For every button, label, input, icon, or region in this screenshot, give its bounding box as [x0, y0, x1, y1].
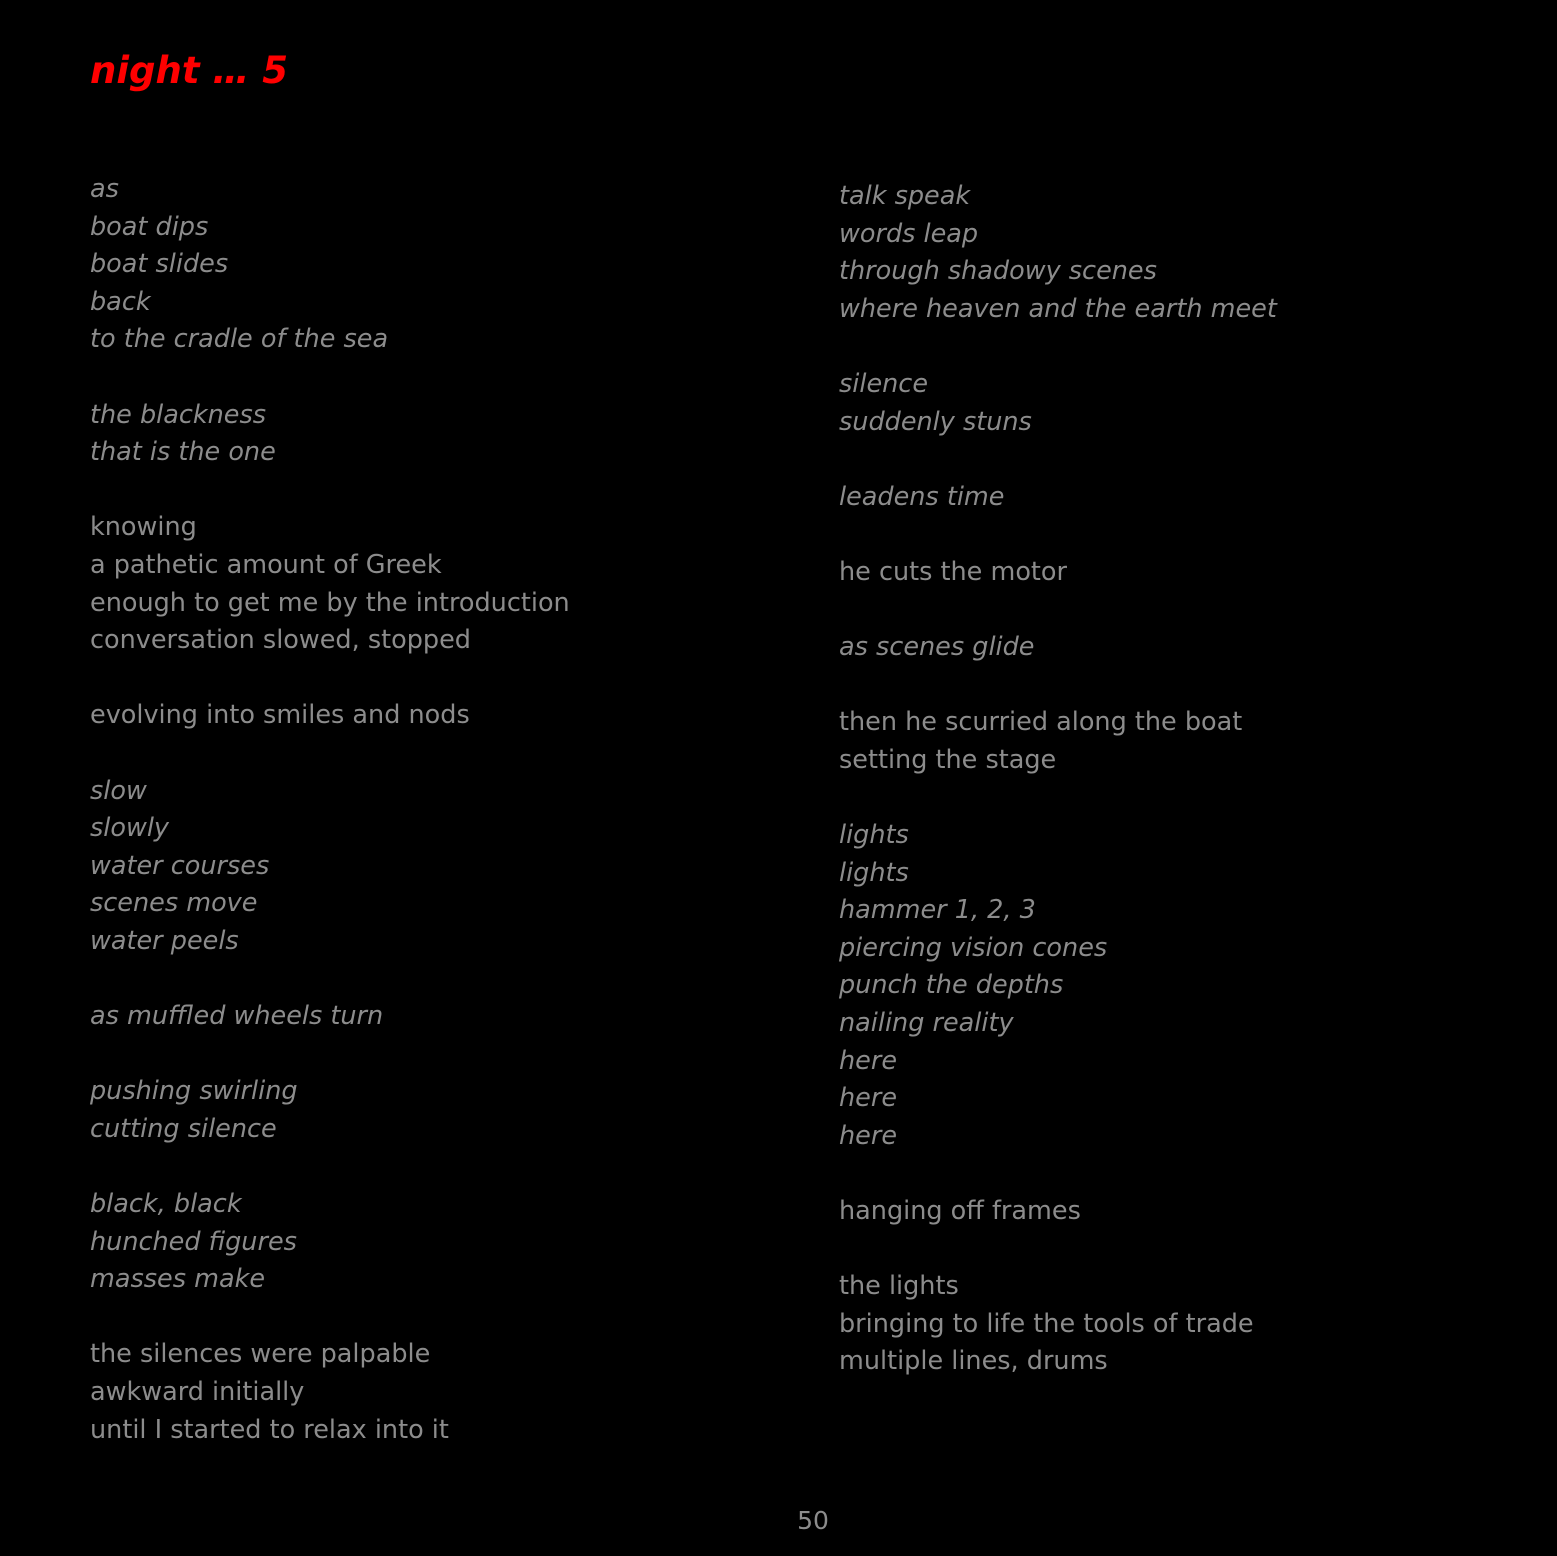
stanza-break [839, 667, 1519, 705]
poem-line: cutting silence [90, 1113, 277, 1144]
poem-line: leadens time [839, 481, 1005, 512]
stanza [90, 509, 770, 659]
poem-line: then he scurried along the boat [839, 707, 1243, 738]
stanza [839, 704, 1519, 779]
poem-line: hanging off frames [839, 1196, 1081, 1227]
stanza-break [90, 1299, 770, 1337]
stanza-break [839, 441, 1519, 479]
poem-line: as scenes glide [839, 632, 1035, 663]
page-number: 50 [797, 1506, 829, 1535]
poem-title: night … 5 [90, 49, 289, 92]
poem-line: until I started to relax into it [90, 1414, 449, 1445]
poem-line: the lights [839, 1271, 959, 1302]
stanza [839, 1193, 1519, 1231]
stanza-break [839, 328, 1519, 366]
poem-line: silence [839, 368, 929, 399]
poem-line: bringing to life the tools of trade [839, 1308, 1254, 1339]
poem-line: water peels [90, 925, 239, 956]
poem-line: pushing swirling [90, 1076, 298, 1107]
stanza [839, 817, 1519, 1155]
poem-line: lights [839, 820, 909, 851]
poem-line: that is the one [90, 437, 276, 468]
stanza [90, 1073, 770, 1148]
stanza-break [90, 960, 770, 998]
stanza-break [90, 1148, 770, 1186]
stanza [90, 1186, 770, 1299]
stanza [839, 366, 1519, 441]
poem-line: back [90, 286, 151, 317]
poem-line: masses make [90, 1264, 266, 1295]
stanza [839, 479, 1519, 517]
stanza [839, 178, 1519, 328]
poem-line: words leap [839, 218, 979, 249]
poem-line: punch the depths [839, 970, 1064, 1001]
poem-line: a pathetic amount of Greek [90, 549, 442, 580]
poem-line: as [90, 174, 119, 204]
poem-line: the silences were palpable [90, 1339, 431, 1370]
poem-line: enough to get me by the introduction [90, 587, 570, 618]
poem-line: conversation slowed, stopped [90, 625, 471, 656]
poem-line: awkward initially [90, 1377, 305, 1407]
poem-line: here [839, 1045, 898, 1076]
stanza [90, 171, 770, 359]
poem-line: hunched figures [90, 1226, 297, 1257]
right-column [839, 178, 1519, 1381]
poem-line: black, black [90, 1189, 242, 1220]
poem-line: nailing reality [839, 1008, 1014, 1039]
poem-line: setting the stage [839, 744, 1057, 775]
poem-line: through shadowy scenes [839, 256, 1157, 287]
stanza-break [839, 780, 1519, 818]
poem-line: evolving into smiles and nods [90, 700, 470, 731]
poem-line: here [839, 1083, 898, 1114]
stanza-break [90, 472, 770, 510]
stanza-break [90, 359, 770, 397]
stanza-break [839, 516, 1519, 554]
poem-line: suddenly stuns [839, 406, 1032, 437]
poem-line: boat slides [90, 249, 229, 280]
stanza-break [839, 1231, 1519, 1269]
stanza [90, 773, 770, 961]
stanza [90, 697, 770, 735]
poem-line: slowly [90, 813, 170, 844]
stanza [839, 554, 1519, 592]
poem-line: here [839, 1120, 898, 1151]
poem-line: boat dips [90, 211, 209, 242]
stanza-break [90, 660, 770, 698]
poem-line: scenes move [90, 888, 258, 919]
poem-line: where heaven and the earth meet [839, 293, 1277, 324]
stanza-break [90, 1036, 770, 1074]
stanza [90, 1336, 770, 1449]
stanza [839, 629, 1519, 667]
poem-line: water courses [90, 850, 270, 881]
poem-line: the blackness [90, 399, 267, 430]
poem-line: knowing [90, 512, 197, 543]
poem-line: to the cradle of the sea [90, 324, 389, 355]
poem-line: as muffled wheels turn [90, 1001, 384, 1032]
poem-line: multiple lines, drums [839, 1346, 1108, 1377]
left-column [90, 171, 770, 1449]
poem-line: he cuts the motor [839, 556, 1068, 587]
poem-line: piercing vision cones [839, 932, 1108, 963]
poem-line: talk speak [839, 181, 971, 211]
stanza [839, 1268, 1519, 1381]
poem-line: slow [90, 775, 147, 806]
stanza [90, 998, 770, 1036]
poem-line: hammer 1, 2, 3 [839, 895, 1036, 926]
poem-line: lights [839, 857, 909, 888]
stanza-break [90, 735, 770, 773]
stanza [90, 397, 770, 472]
stanza-break [839, 592, 1519, 630]
stanza-break [839, 1155, 1519, 1193]
